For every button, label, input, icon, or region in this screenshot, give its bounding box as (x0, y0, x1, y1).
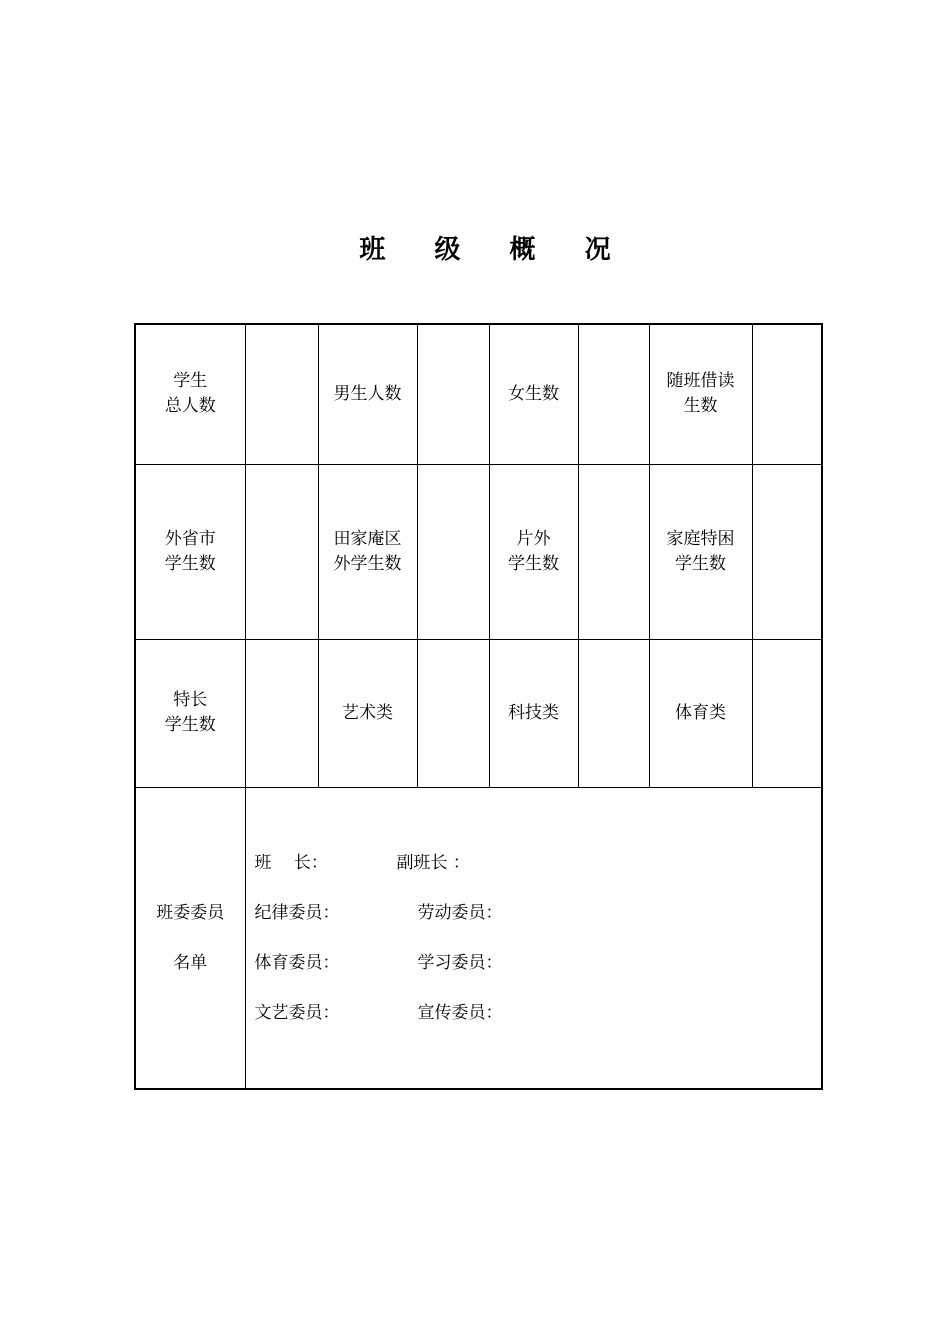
roster-entry-publicity: 宣传委员： (417, 1002, 503, 1023)
roster-line (255, 938, 822, 988)
label-cell-science-tech: 科技类 (489, 639, 578, 787)
value-cell-arts[interactable] (417, 639, 489, 787)
table-row (135, 787, 822, 1089)
label-cell-out-of-district: 田家庵区 外学生数 (318, 464, 417, 639)
roster-entry-vice-monitor: 副班长 ： (396, 852, 470, 873)
value-cell-talented-students[interactable] (245, 639, 318, 787)
roster-entry-arts: 文艺委员： (254, 1002, 340, 1023)
roster-line (255, 888, 822, 938)
table-row (135, 464, 822, 639)
label-cell-male-students: 男生人数 (318, 324, 417, 464)
roster-entry-monitor: 班 长： (254, 852, 328, 873)
table-row (135, 639, 822, 787)
value-cell-sports[interactable] (752, 639, 822, 787)
roster-line (255, 988, 822, 1038)
roster-entry-sports: 体育委员： (254, 952, 340, 973)
value-cell-out-of-area[interactable] (578, 464, 649, 639)
value-cell-female-students[interactable] (578, 324, 649, 464)
label-cell-out-of-area: 片外 学生数 (489, 464, 578, 639)
label-cell-sports: 体育类 (649, 639, 752, 787)
value-cell-science-tech[interactable] (578, 639, 649, 787)
label-cell-committee: 班委委员 名单 (135, 787, 245, 1089)
value-cell-auditing-students[interactable] (752, 324, 822, 464)
roster-entry-study: 学习委员： (417, 952, 503, 973)
roster-entry-discipline: 纪律委员： (254, 902, 340, 923)
class-overview-table (134, 323, 823, 1090)
label-cell-total-students: 学生 总人数 (135, 324, 245, 464)
page-title: 班 级 概 况 (359, 235, 631, 265)
value-cell-out-of-province[interactable] (245, 464, 318, 639)
roster-line (255, 838, 822, 888)
value-cell-out-of-district[interactable] (417, 464, 489, 639)
label-cell-auditing-students: 随班借读 生数 (649, 324, 752, 464)
label-cell-female-students: 女生数 (489, 324, 578, 464)
committee-roster-cell[interactable] (245, 787, 822, 1089)
label-cell-talented-students: 特长 学生数 (135, 639, 245, 787)
label-cell-out-of-province: 外省市 学生数 (135, 464, 245, 639)
roster-entry-labor: 劳动委员： (417, 902, 503, 923)
label-cell-arts: 艺术类 (318, 639, 417, 787)
committee-roster (246, 838, 822, 1038)
label-cell-hardship-families: 家庭特困 学生数 (649, 464, 752, 639)
value-cell-male-students[interactable] (417, 324, 489, 464)
table-row (135, 324, 822, 464)
value-cell-total-students[interactable] (245, 324, 318, 464)
value-cell-hardship-families[interactable] (752, 464, 822, 639)
